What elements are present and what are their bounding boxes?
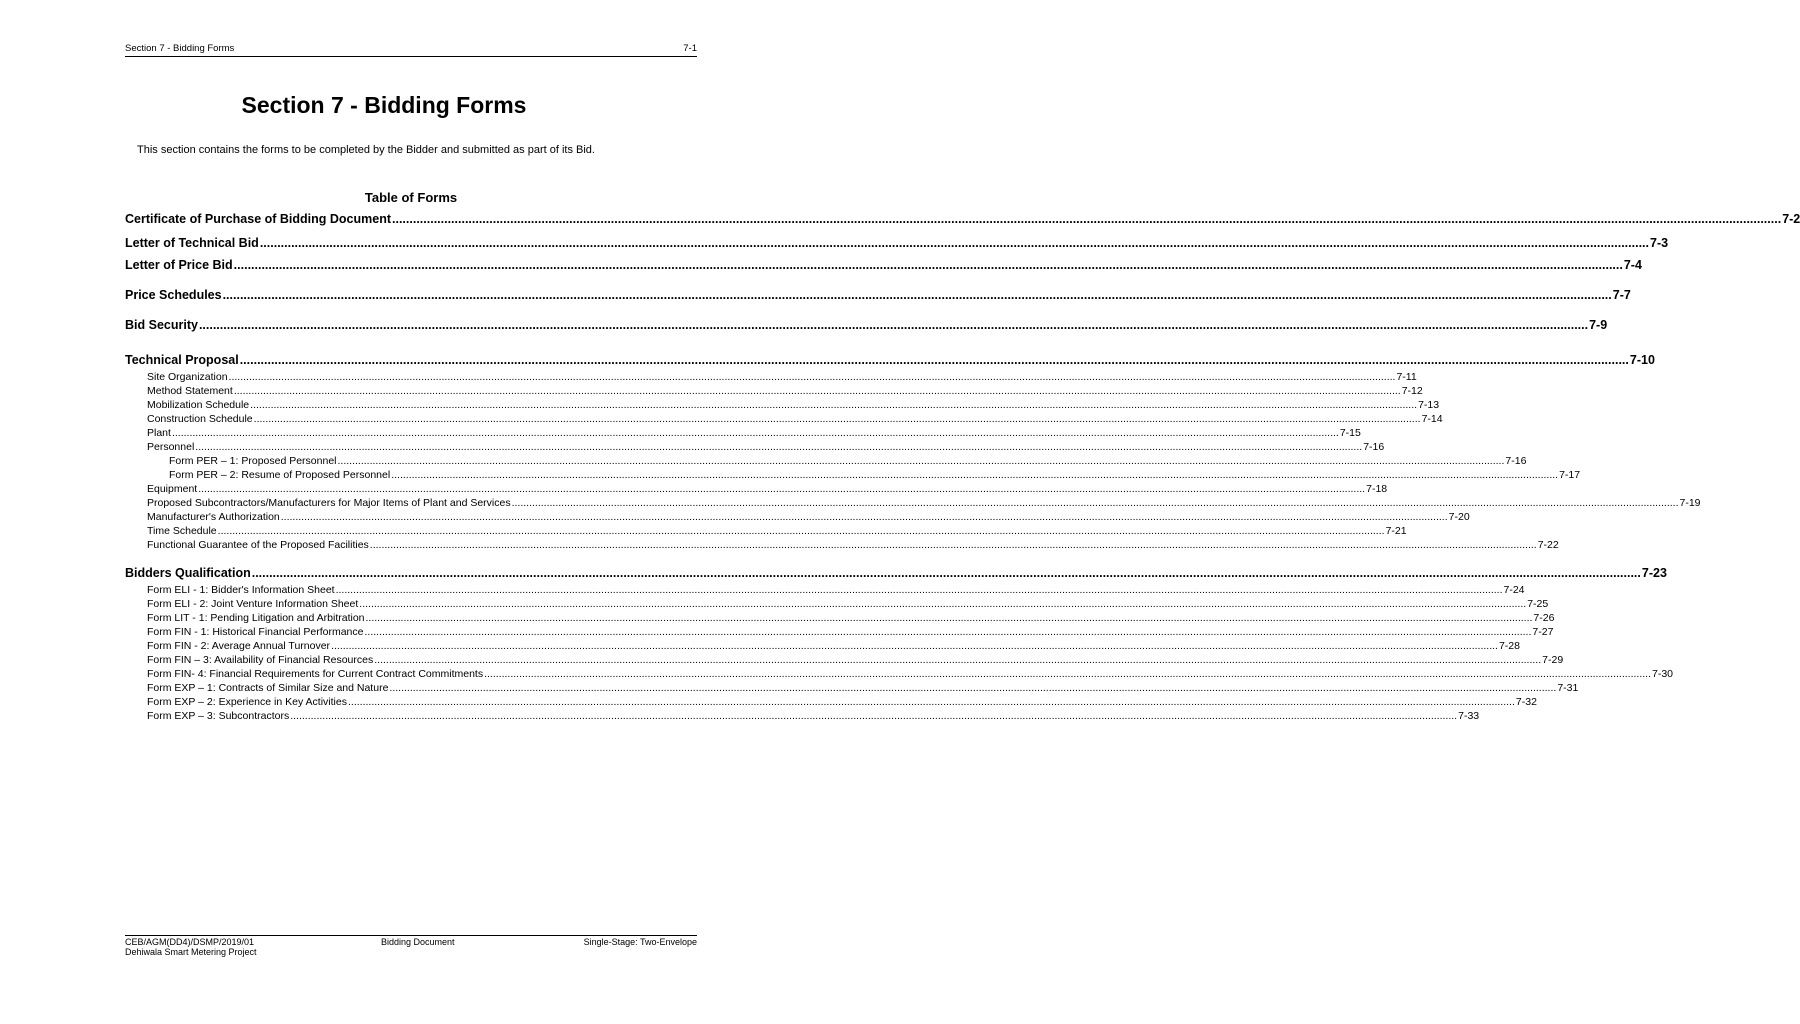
toc-entry-label: Site Organization xyxy=(147,371,228,383)
header-page-number: 7-1 xyxy=(683,43,697,54)
toc-leader-dots: ................................................................................................................................................................................................................................................................................................................................................................................................................ xyxy=(392,212,1782,226)
toc-leader-dots: ................................................................................................................................................................................................................................................................................................................................................................................................................ xyxy=(365,612,1533,624)
toc-entry-label: Form FIN- 4: Financial Requirements for Current Contract Commitments xyxy=(147,668,484,680)
toc-entry-page: 7-33 xyxy=(1458,710,1480,722)
toc-entry-page: 7-10 xyxy=(1629,353,1655,367)
toc-entry-label: Letter of Price Bid xyxy=(125,258,233,272)
toc-entry-page: 7-14 xyxy=(1421,413,1443,425)
toc-entry-label: Certificate of Purchase of Bidding Document xyxy=(125,212,392,226)
toc-entry-label: Time Schedule xyxy=(147,525,217,537)
toc-leader-dots: ................................................................................................................................................................................................................................................................................................................................................................................................................ xyxy=(198,483,1366,495)
toc-leader-dots: ................................................................................................................................................................................................................................................................................................................................................................................................................ xyxy=(233,258,1623,272)
toc-entry-label: Bidders Qualification xyxy=(125,566,251,580)
toc-entry-label: Technical Proposal xyxy=(125,353,239,367)
toc-leader-dots: ................................................................................................................................................................................................................................................................................................................................................................................................................ xyxy=(359,598,1527,610)
toc-entry-label: Form PER – 2: Resume of Proposed Personnel xyxy=(169,469,391,481)
toc-entry-page: 7-31 xyxy=(1557,682,1579,694)
toc-entry[interactable] xyxy=(147,511,1470,523)
toc-leader-dots: ................................................................................................................................................................................................................................................................................................................................................................................................................ xyxy=(364,626,1532,638)
toc-entry-label: Form FIN - 1: Historical Financial Performance xyxy=(147,626,364,638)
toc-entry[interactable] xyxy=(147,371,1417,383)
toc-entry-label: Equipment xyxy=(147,483,198,495)
toc-entry-page: 7-26 xyxy=(1533,612,1555,624)
toc-entry[interactable] xyxy=(147,483,1388,495)
toc-entry-label: Bid Security xyxy=(125,318,198,332)
toc-entry-page: 7-27 xyxy=(1532,626,1554,638)
toc-entry-page: 7-21 xyxy=(1385,525,1407,537)
toc-entry-page: 7-22 xyxy=(1537,539,1559,551)
toc-entry-page: 7-13 xyxy=(1418,399,1440,411)
toc-entry[interactable] xyxy=(169,455,1527,467)
toc-entry-page: 7-23 xyxy=(1641,566,1667,580)
toc-entry-page: 7-29 xyxy=(1542,654,1564,666)
toc-entry[interactable] xyxy=(125,566,1667,580)
toc-entry-label: Price Schedules xyxy=(125,288,222,302)
toc-leader-dots: ................................................................................................................................................................................................................................................................................................................................................................................................................ xyxy=(171,427,1339,439)
toc-leader-dots: ................................................................................................................................................................................................................................................................................................................................................................................................................ xyxy=(391,469,1559,481)
footer-project-name: Dehiwala Smart Metering Project xyxy=(125,947,257,957)
toc-entry-page: 7-2 xyxy=(1782,212,1800,226)
toc-entry-label: Personnel xyxy=(147,441,195,453)
toc-leader-dots: ................................................................................................................................................................................................................................................................................................................................................................................................................ xyxy=(484,668,1651,680)
toc-entry-page: 7-7 xyxy=(1612,288,1631,302)
toc-entry-page: 7-9 xyxy=(1589,318,1608,332)
toc-leader-dots: ................................................................................................................................................................................................................................................................................................................................................................................................................ xyxy=(239,353,1629,367)
toc-entry-label: Method Statement xyxy=(147,385,233,397)
toc-entry-page: 7-4 xyxy=(1623,258,1642,272)
toc-entry-label: Construction Schedule xyxy=(147,413,253,425)
toc-entry[interactable] xyxy=(147,584,1525,596)
toc-leader-dots: ................................................................................................................................................................................................................................................................................................................................................................................................................ xyxy=(228,371,1396,383)
toc-entry-page: 7-3 xyxy=(1650,236,1669,250)
footer-stage: Single-Stage: Two-Envelope xyxy=(583,937,697,947)
toc-entry-label: Mobilization Schedule xyxy=(147,399,250,411)
toc-entry-label: Form EXP – 1: Contracts of Similar Size and Nature xyxy=(147,682,389,694)
toc-leader-dots: ................................................................................................................................................................................................................................................................................................................................................................................................................ xyxy=(217,525,1385,537)
toc-entry[interactable] xyxy=(147,413,1443,425)
toc-entry[interactable] xyxy=(147,399,1440,411)
header-section-label: Section 7 - Bidding Forms xyxy=(125,43,235,54)
toc-entry-label: Proposed Subcontractors/Manufacturers for Major Items of Plant and Services xyxy=(147,497,511,509)
toc-entry-label: Functional Guarantee of the Proposed Facilities xyxy=(147,539,369,551)
toc-entry-label: Form PER – 1: Proposed Personnel xyxy=(169,455,337,467)
toc-leader-dots: ................................................................................................................................................................................................................................................................................................................................................................................................................ xyxy=(337,455,1505,467)
toc-entry-label: Form FIN – 3: Availability of Financial Resources xyxy=(147,654,374,666)
toc-leader-dots: ................................................................................................................................................................................................................................................................................................................................................................................................................ xyxy=(347,696,1515,708)
toc-entry[interactable] xyxy=(147,710,1480,722)
toc-entry-page: 7-28 xyxy=(1498,640,1520,652)
toc-entry-label: Form EXP – 2: Experience in Key Activities xyxy=(147,696,347,708)
toc-entry-label: Form ELI - 2: Joint Venture Information Sheet xyxy=(147,598,359,610)
toc-entry[interactable] xyxy=(147,654,1564,666)
toc-leader-dots: ................................................................................................................................................................................................................................................................................................................................................................................................................ xyxy=(253,413,1421,425)
page-footer xyxy=(125,935,697,957)
toc-entry[interactable] xyxy=(125,288,1631,302)
toc-leader-dots: ................................................................................................................................................................................................................................................................................................................................................................................................................ xyxy=(374,654,1542,666)
page-title: Section 7 - Bidding Forms xyxy=(241,92,527,118)
toc-entry[interactable] xyxy=(125,318,1608,332)
toc-entry-page: 7-16 xyxy=(1363,441,1385,453)
toc-entry-page: 7-16 xyxy=(1505,455,1527,467)
toc-entry-label: Form LIT - 1: Pending Litigation and Arbitration xyxy=(147,612,365,624)
footer-document-type: Bidding Document xyxy=(381,937,455,947)
toc-entry-page: 7-18 xyxy=(1366,483,1388,495)
toc-leader-dots: ................................................................................................................................................................................................................................................................................................................................................................................................................ xyxy=(250,399,1418,411)
toc-entry-label: Letter of Technical Bid xyxy=(125,236,259,250)
toc-entry-label: Manufacturer's Authorization xyxy=(147,511,280,523)
toc-leader-dots: ................................................................................................................................................................................................................................................................................................................................................................................................................ xyxy=(251,566,1641,580)
toc-leader-dots: ................................................................................................................................................................................................................................................................................................................................................................................................................ xyxy=(259,236,1649,250)
toc-leader-dots: ................................................................................................................................................................................................................................................................................................................................................................................................................ xyxy=(233,385,1401,397)
intro-text: This section contains the forms to be completed by the Bidder and submitted as part of its Bid. xyxy=(137,144,595,156)
toc-entry[interactable] xyxy=(147,497,1701,509)
toc-entry[interactable] xyxy=(147,427,1361,439)
footer-document-id: CEB/AGM(DD4)/DSMP/2019/01 xyxy=(125,937,255,947)
toc-entry[interactable] xyxy=(125,236,1669,250)
toc-entry-page: 7-25 xyxy=(1527,598,1549,610)
toc-entry[interactable] xyxy=(125,258,1642,272)
toc-leader-dots: ................................................................................................................................................................................................................................................................................................................................................................................................................ xyxy=(335,584,1503,596)
toc-leader-dots: ................................................................................................................................................................................................................................................................................................................................................................................................................ xyxy=(331,640,1498,652)
toc-entry[interactable] xyxy=(147,668,1674,680)
toc-entry[interactable] xyxy=(147,696,1537,708)
toc-entry[interactable] xyxy=(125,212,1800,226)
toc-leader-dots: ................................................................................................................................................................................................................................................................................................................................................................................................................ xyxy=(389,682,1557,694)
toc-entry-page: 7-32 xyxy=(1515,696,1537,708)
toc-entry-page: 7-11 xyxy=(1396,371,1417,383)
toc-entry[interactable] xyxy=(147,525,1407,537)
page-header xyxy=(125,43,697,57)
toc-leader-dots: ................................................................................................................................................................................................................................................................................................................................................................................................................ xyxy=(195,441,1363,453)
toc-entry-page: 7-24 xyxy=(1503,584,1525,596)
toc-leader-dots: ................................................................................................................................................................................................................................................................................................................................................................................................................ xyxy=(369,539,1537,551)
toc-entry-label: Form FIN - 2: Average Annual Turnover xyxy=(147,640,331,652)
toc-entry[interactable] xyxy=(147,626,1554,638)
toc-entry[interactable] xyxy=(147,539,1559,551)
toc-entry-label: Form ELI - 1: Bidder's Information Sheet xyxy=(147,584,335,596)
toc-entry-page: 7-15 xyxy=(1339,427,1361,439)
toc-title: Table of Forms xyxy=(364,190,458,205)
toc-entry[interactable] xyxy=(125,353,1655,367)
toc-leader-dots: ................................................................................................................................................................................................................................................................................................................................................................................................................ xyxy=(280,511,1448,523)
toc-entry-page: 7-12 xyxy=(1401,385,1423,397)
toc-entry[interactable] xyxy=(147,441,1385,453)
toc-entry[interactable] xyxy=(169,469,1581,481)
toc-leader-dots: ................................................................................................................................................................................................................................................................................................................................................................................................................ xyxy=(290,710,1458,722)
toc-leader-dots: ................................................................................................................................................................................................................................................................................................................................................................................................................ xyxy=(511,497,1679,509)
toc-entry-page: 7-19 xyxy=(1679,497,1701,509)
toc-entry-page: 7-17 xyxy=(1559,469,1581,481)
toc-entry[interactable] xyxy=(147,612,1555,624)
toc-entry[interactable] xyxy=(147,682,1579,694)
toc-leader-dots: ................................................................................................................................................................................................................................................................................................................................................................................................................ xyxy=(198,318,1589,332)
toc-entry-page: 7-30 xyxy=(1652,668,1674,680)
toc-entry[interactable] xyxy=(147,385,1423,397)
toc-leader-dots: ................................................................................................................................................................................................................................................................................................................................................................................................................ xyxy=(222,288,1612,302)
toc-entry-label: Plant xyxy=(147,427,171,439)
toc-entry[interactable] xyxy=(147,640,1520,652)
toc-entry-label: Form EXP – 3: Subcontractors xyxy=(147,710,290,722)
toc-entry-page: 7-20 xyxy=(1448,511,1470,523)
toc-entry[interactable] xyxy=(147,598,1549,610)
